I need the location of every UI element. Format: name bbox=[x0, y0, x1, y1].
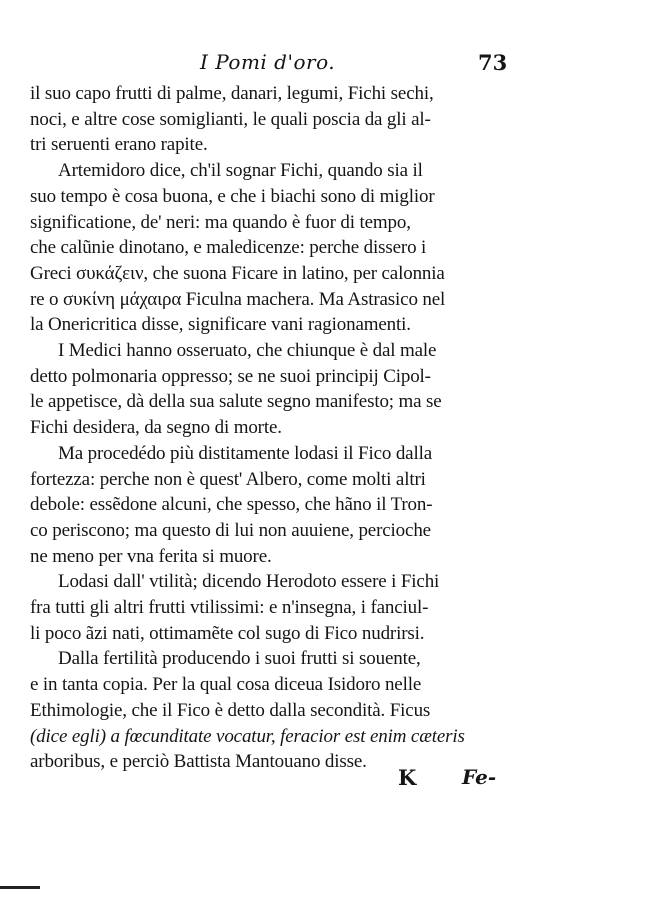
text-line: suo tempo è cosa buona, e che i biachi sono di miglior bbox=[30, 185, 435, 207]
text-line: li poco ãzi nati, ottimamẽte col sugo di Fico nudrirsi. bbox=[30, 622, 425, 644]
text-line: significatione, de' neri: ma quando è fuor di tempo, bbox=[30, 211, 411, 233]
text-line: Ethimologie, che il Fico è detto dalla secondità. Ficus bbox=[30, 699, 431, 721]
page-number: 73 bbox=[478, 50, 508, 75]
text-line: debole: essẽdone alcuni, che spesso, che hãno il Tron- bbox=[30, 494, 433, 516]
text-line: Greci συκάζειν, che suona Ficare in latino, per calonnia bbox=[30, 262, 445, 284]
paragraph-start-line: Ma procedédo più distitamente lodasi il Fico dalla bbox=[58, 442, 432, 464]
latin-quote-line: (dice egli) a fœcunditate vocatur, feracior est enim cæteris bbox=[30, 725, 465, 747]
text-line: fra tutti gli altri frutti vtilissimi: e n'insegna, i fanciul- bbox=[30, 597, 429, 619]
scan-edge-rule bbox=[0, 886, 40, 889]
text-line: le appetisce, dà della sua salute segno manifesto; ma se bbox=[30, 391, 442, 413]
paragraph-start-line: I Medici hanno osseruato, che chiunque è dal male bbox=[58, 340, 437, 362]
text-line: fortezza: perche non è quest' Albero, come molti altri bbox=[30, 468, 426, 490]
text-line: che calũnie dinotano, e maledicenze: perche dissero i bbox=[30, 237, 427, 259]
paragraph-start-line: Artemidoro dice, ch'il sognar Fichi, quando sia il bbox=[58, 160, 423, 182]
text-line: la Onericritica disse, significare vani ragionamenti. bbox=[30, 314, 411, 336]
text-line: co periscono; ma questo di lui non auuiene, percioche bbox=[30, 519, 431, 541]
signature-mark: K bbox=[398, 765, 417, 790]
text-line: il suo capo frutti di palme, danari, legumi, Fichi sechi, bbox=[30, 83, 434, 104]
text-line: re o συκίνη μάχαιρα Ficulna machera. Ma Astrasico nel bbox=[30, 288, 446, 310]
text-line: detto polmonaria oppresso; se ne suoi principij Cipol- bbox=[30, 365, 431, 387]
paragraph-start-line: Dalla fertilità producendo i suoi frutti si souente, bbox=[58, 648, 421, 670]
catchword: Fe- bbox=[462, 765, 497, 789]
text-line: noci, e altre cose somiglianti, le quali poscia da gli al- bbox=[30, 108, 431, 130]
text-line: e in tanta copia. Per la qual cosa diceua Isidoro nelle bbox=[30, 674, 422, 696]
paragraph-start-line: Lodasi dall' vtilità; dicendo Herodoto essere i Fichi bbox=[58, 571, 440, 593]
text-line: tri seruenti erano rapite. bbox=[30, 134, 208, 156]
running-title: I Pomi d'oro. bbox=[200, 50, 336, 74]
text-line: Fichi desidera, da segno di morte. bbox=[30, 417, 282, 439]
body-text bbox=[30, 81, 535, 775]
text-line: ne meno per vna ferita si muore. bbox=[30, 545, 272, 567]
text-line: arboribus, e perciò Battista Mantouano disse. bbox=[30, 751, 367, 773]
